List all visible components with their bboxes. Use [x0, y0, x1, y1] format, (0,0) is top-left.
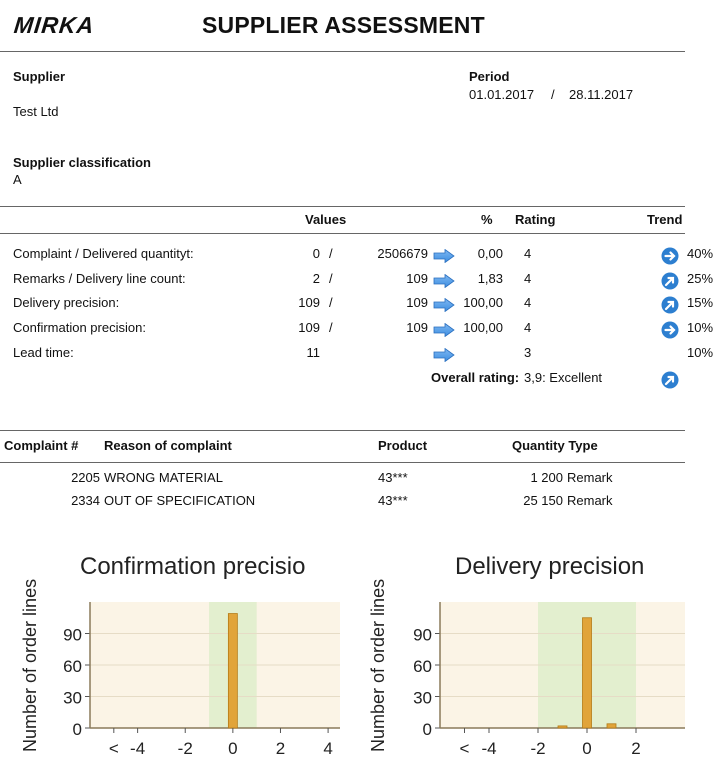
metric-row: [0, 320, 722, 338]
metric-separator: /: [329, 320, 333, 336]
right-arrow-icon: [433, 249, 455, 266]
metric-weight: 10%: [687, 344, 714, 360]
metric-percent: 100,00: [463, 320, 503, 336]
chart-1-ylabel: Number of order lines: [20, 578, 40, 752]
metric-label: Lead time:: [13, 344, 74, 360]
right-arrow-icon: [433, 348, 455, 365]
metric-rating: 4: [524, 246, 532, 261]
chart-confirmation-precision: [40, 596, 340, 766]
chart-delivery-precision: [390, 596, 685, 766]
y-tick-label: 90: [63, 625, 82, 645]
classification-label: Supplier classification: [13, 155, 151, 170]
metric-rating: 4: [524, 320, 532, 336]
complaint-row: [0, 470, 722, 488]
right-arrow-icon: [433, 298, 455, 315]
complaint-type: Remark: [567, 493, 613, 508]
metric-value-2: 109: [406, 295, 428, 311]
y-tick-label: 0: [422, 720, 432, 739]
metrics-header-rating: Rating: [515, 212, 556, 227]
trend-right-icon: [661, 247, 679, 268]
bar: [228, 614, 237, 728]
metric-label: Complaint / Delivered quantityt:: [13, 246, 194, 261]
metric-weight: 40%: [687, 246, 714, 261]
header-divider: [0, 51, 685, 52]
metric-value-2: 2506679: [377, 246, 428, 261]
metric-value-2: 109: [406, 320, 428, 336]
trend-right-icon: [661, 321, 679, 342]
y-tick-label: 60: [413, 657, 432, 676]
right-arrow-icon: [433, 323, 455, 340]
metrics-header-percent: %: [481, 212, 493, 227]
metric-value-1: 109: [298, 295, 320, 311]
metric-row: [0, 295, 722, 313]
complaints-header-reason: Reason of complaint: [104, 438, 232, 453]
metric-weight: 25%: [687, 270, 714, 286]
x-tick-label: 2: [631, 739, 641, 758]
metric-separator: /: [329, 270, 333, 286]
period-separator: /: [551, 87, 555, 102]
overall-rating-value: 3,9: Excellent: [524, 370, 603, 385]
period-label: Period: [469, 69, 510, 84]
period-from: 01.01.2017: [469, 87, 535, 102]
complaint-number: 2334: [71, 493, 100, 508]
complaints-top-divider: [0, 430, 685, 431]
x-tick-label: -2: [177, 739, 193, 758]
y-tick-label: 90: [413, 625, 432, 645]
supplier-label: Supplier: [13, 69, 66, 84]
x-tick-label: 0: [582, 739, 592, 758]
overall-trend-up-icon: [661, 371, 679, 389]
x-tick-label: <: [459, 739, 470, 758]
metric-label: Delivery precision:: [13, 295, 120, 311]
x-tick-label: 4: [323, 739, 333, 758]
complaint-product: 43***: [378, 470, 408, 485]
right-arrow-icon: [433, 274, 455, 291]
complaints-header-product: Product: [378, 438, 428, 453]
x-tick-label: 0: [228, 739, 238, 758]
metric-percent: 0,00: [477, 246, 503, 261]
complaint-quantity: 1 200: [530, 470, 563, 485]
metric-row: [0, 246, 722, 264]
complaint-number: 2205: [71, 470, 100, 485]
metric-rating: 4: [524, 270, 532, 286]
metric-weight: 10%: [687, 320, 714, 336]
y-tick-label: 60: [63, 657, 82, 676]
metric-value-1: 11: [306, 344, 320, 360]
bar: [583, 618, 592, 728]
complaints-header-divider: [0, 462, 685, 463]
classification-value: A: [13, 172, 22, 187]
x-tick-label: -4: [130, 739, 146, 758]
x-tick-label: <: [108, 739, 119, 758]
metric-separator: /: [329, 295, 333, 311]
trend-up-icon: [661, 272, 679, 293]
metric-value-2: 109: [406, 270, 428, 286]
y-tick-label: 0: [72, 720, 82, 739]
chart-2-title: Delivery precision: [455, 553, 645, 580]
period-to: 28.11.2017: [569, 87, 634, 102]
metric-row: [0, 345, 722, 363]
complaint-quantity: 25 150: [523, 493, 563, 508]
overall-rating-label: Overall rating:: [431, 370, 520, 385]
metric-rating: 3: [524, 344, 532, 360]
complaint-type: Remark: [567, 470, 613, 485]
metric-value-1: 109: [298, 320, 320, 336]
metric-rating: 4: [524, 295, 532, 311]
metric-value-1: 2: [312, 270, 320, 286]
x-tick-label: 2: [275, 739, 286, 758]
complaint-reason: OUT OF SPECIFICATION: [104, 493, 256, 508]
metric-value-1: 0: [312, 246, 320, 261]
y-tick-label: 30: [63, 688, 82, 708]
mirka-logo: MIRKA: [12, 12, 96, 38]
metrics-header-divider: [0, 233, 685, 234]
y-tick-label: 30: [413, 688, 432, 708]
page-title: SUPPLIER ASSESSMENT: [202, 12, 485, 38]
bar: [558, 726, 567, 728]
x-tick-label: -2: [530, 739, 546, 758]
x-tick-label: -4: [481, 739, 497, 758]
metrics-header-values: Values: [305, 212, 347, 227]
complaints-header-quantity-type: Quantity Type: [512, 438, 598, 453]
metric-label: Confirmation precision:: [13, 320, 146, 336]
metric-percent: 1,83: [477, 270, 503, 286]
metrics-top-divider: [0, 206, 685, 207]
metrics-header-trend: Trend: [647, 212, 683, 227]
bar: [607, 724, 616, 728]
metric-weight: 15%: [687, 295, 714, 311]
metric-percent: 100,00: [463, 295, 503, 311]
metric-label: Remarks / Delivery line count:: [13, 270, 186, 286]
complaint-product: 43***: [378, 493, 408, 508]
supplier-name: Test Ltd: [13, 104, 59, 119]
metric-row: [0, 271, 722, 289]
complaints-header-number: Complaint #: [4, 438, 79, 453]
chart-1-title: Confirmation precisio: [80, 553, 306, 580]
complaint-reason: WRONG MATERIAL: [104, 470, 223, 485]
complaint-row: [0, 493, 722, 511]
metric-separator: /: [329, 246, 333, 261]
chart-2-ylabel: Number of order lines: [368, 578, 388, 752]
trend-up-icon: [661, 296, 679, 317]
